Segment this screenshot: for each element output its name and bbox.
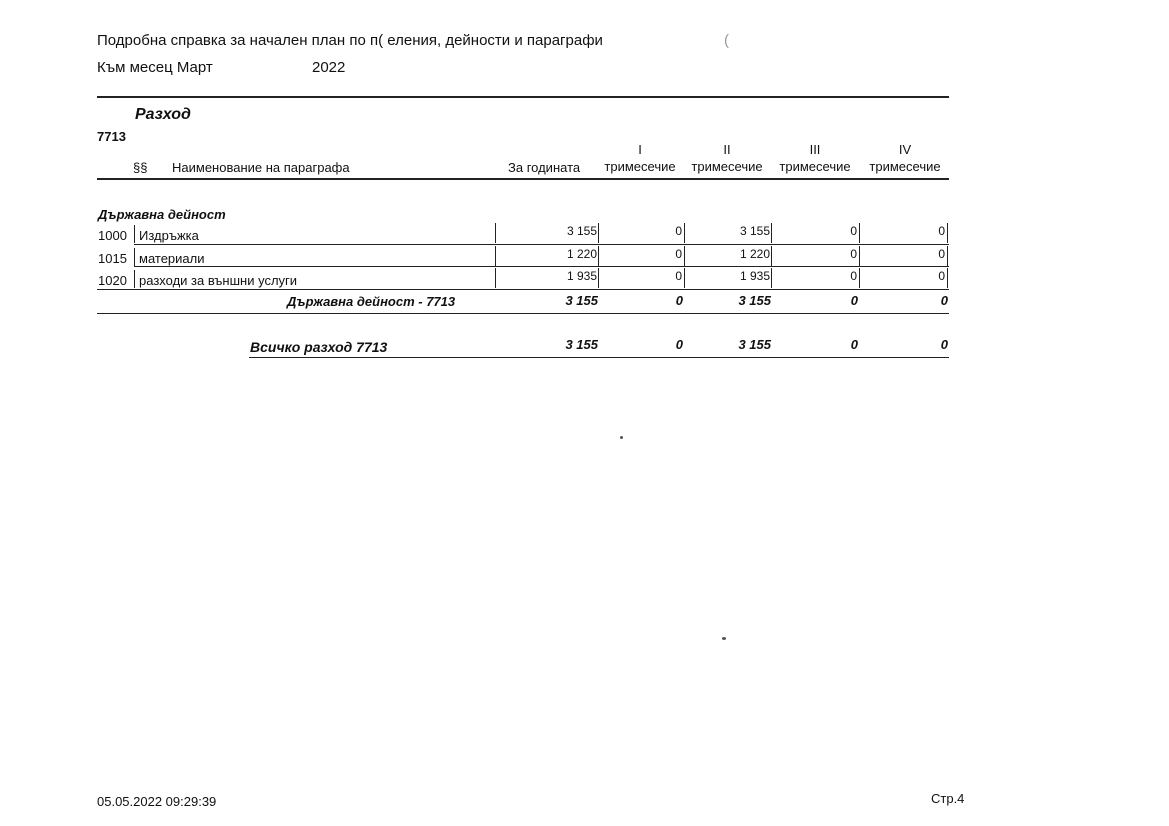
row-divider	[97, 289, 949, 290]
footer-timestamp: 05.05.2022 09:29:39	[97, 794, 217, 809]
row-code: 1000	[98, 228, 127, 243]
report-year: 2022	[312, 59, 346, 76]
report-title-fragment: (	[724, 32, 729, 49]
row-divider	[134, 266, 949, 267]
total-year-value: 3 155	[565, 337, 598, 352]
row-name: разходи за външни услуги	[139, 273, 298, 288]
row-code: 1015	[98, 251, 127, 266]
row-q4-value: 0	[938, 224, 945, 238]
column-year-header: За годината	[508, 160, 581, 175]
cell-separator	[495, 246, 496, 266]
total-divider	[249, 357, 949, 358]
row-q3-value: 0	[850, 269, 857, 283]
cell-separator	[947, 223, 948, 243]
subtotal-q3-value: 0	[850, 293, 858, 308]
cell-separator	[947, 246, 948, 266]
cell-separator	[684, 223, 685, 243]
column-header-divider	[97, 178, 949, 180]
cell-separator	[495, 268, 496, 288]
cell-separator	[134, 248, 135, 266]
group-title: Държавна дейност	[98, 207, 226, 222]
cell-separator	[598, 223, 599, 243]
cell-separator	[495, 223, 496, 243]
total-q4-value: 0	[940, 337, 948, 352]
row-q1-value: 0	[675, 247, 682, 261]
row-q2-value: 3 155	[739, 224, 770, 238]
page-number: Стр.4	[931, 791, 965, 806]
column-q4-label: тримесечие	[869, 159, 941, 174]
row-year-value: 1 935	[566, 269, 597, 283]
column-q4-roman: IV	[898, 142, 912, 157]
cell-separator	[771, 223, 772, 243]
column-q3-label: тримесечие	[779, 159, 851, 174]
subtotal-label: Държавна дейност - 7713	[287, 294, 456, 309]
header-divider	[97, 96, 949, 98]
row-q2-value: 1 935	[739, 269, 770, 283]
cell-separator	[859, 223, 860, 243]
row-q1-value: 0	[675, 269, 682, 283]
total-q2-value: 3 155	[738, 337, 771, 352]
cell-separator	[859, 246, 860, 266]
scan-speck	[722, 637, 726, 640]
cell-separator	[598, 246, 599, 266]
row-name: материали	[139, 251, 205, 266]
cell-separator	[771, 268, 772, 288]
subtotal-q1-value: 0	[675, 293, 683, 308]
cell-separator	[771, 246, 772, 266]
subtotal-q2-value: 3 155	[738, 293, 771, 308]
cell-separator	[598, 268, 599, 288]
cell-separator	[859, 268, 860, 288]
column-paragraph-header: §§	[133, 160, 148, 175]
total-label: Всичко разход 7713	[250, 339, 388, 355]
subtotal-divider	[97, 313, 949, 314]
month-label: Към месец Март	[97, 59, 213, 76]
column-q1-label: тримесечие	[604, 159, 676, 174]
row-code: 1020	[98, 273, 127, 288]
row-q4-value: 0	[938, 269, 945, 283]
report-title: Подробна справка за начален план по п( еления, дейности и параграфи	[97, 32, 603, 49]
row-year-value: 3 155	[566, 224, 597, 238]
cell-separator	[684, 246, 685, 266]
row-q4-value: 0	[938, 247, 945, 261]
section-heading: Разход	[135, 106, 191, 123]
section-code: 7713	[97, 129, 126, 144]
column-name-header: Наименование на параграфа	[172, 160, 350, 175]
subtotal-q4-value: 0	[940, 293, 948, 308]
cell-separator	[134, 225, 135, 243]
column-q3-roman: III	[809, 142, 821, 157]
row-q3-value: 0	[850, 247, 857, 261]
row-q1-value: 0	[675, 224, 682, 238]
cell-separator	[134, 270, 135, 288]
cell-separator	[684, 268, 685, 288]
cell-separator	[947, 268, 948, 288]
subtotal-year-value: 3 155	[565, 293, 598, 308]
column-q2-label: тримесечие	[691, 159, 763, 174]
column-q2-roman: II	[723, 142, 731, 157]
scan-speck	[620, 436, 623, 439]
total-q1-value: 0	[675, 337, 683, 352]
row-divider	[134, 244, 949, 245]
row-year-value: 1 220	[566, 247, 597, 261]
row-q2-value: 1 220	[739, 247, 770, 261]
column-q1-roman: I	[638, 142, 642, 157]
total-q3-value: 0	[850, 337, 858, 352]
row-name: Издръжка	[139, 228, 199, 243]
row-q3-value: 0	[850, 224, 857, 238]
